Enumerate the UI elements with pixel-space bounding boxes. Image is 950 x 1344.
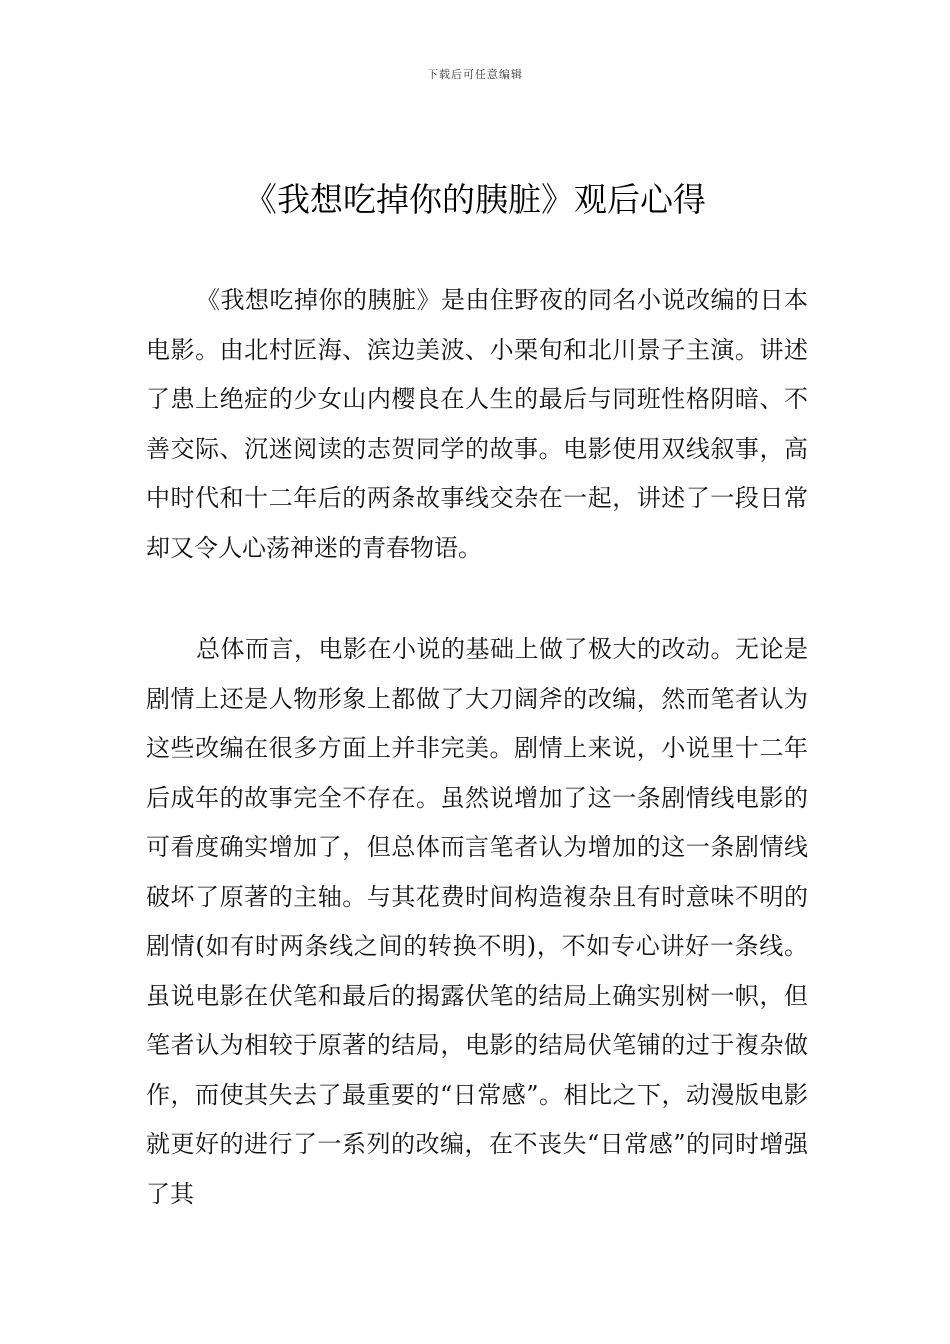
header-note: 下载后可任意编辑 <box>427 68 523 81</box>
paragraph-2: 总体而言，电影在小说的基础上做了极大的改动。无论是剧情上还是人物形象上都做了大刀阔斧的改编，然而笔者认为这些改编在很多方面上并非完美。剧情上来说，小说里十二年后成年的故事完全不存在。虽然说增加了这一条剧情线电影的可看度确实增加了，但总体而言笔者认为增加的这一条剧情线破坏了原著的主轴。与其花费时间构造複杂且有时意味不明的剧情(如有时两条线之间的转换不明)，不如专心讲好一条线。虽说电影在伏笔和最后的揭露伏笔的结局上确实别树一帜，但笔者认为相较于原著的结局，电影的结局伏笔铺的过于複杂做作，而使其失去了最重要的“日常感”。相比之下，动漫版电影就更好的进行了一系列的改编，在不丧失“日常感”的同时增强了其 <box>146 635 808 1208</box>
paragraph-1: 《我想吃掉你的胰脏》是由住野夜的同名小说改编的日本电影。由北村匠海、滨边美波、小栗旬和北川景子主演。讲述了患上绝症的少女山内樱良在人生的最后与同班性格阴暗、不善交际、沉迷阅读的志贺同学的故事。电影使用双线叙事，高中时代和十二年后的两条故事线交杂在一起，讲述了一段日常却又令人心荡神迷的青春物语。 <box>146 286 808 562</box>
document-title: 《我想吃掉你的胰脏》观后心得 <box>244 180 706 219</box>
